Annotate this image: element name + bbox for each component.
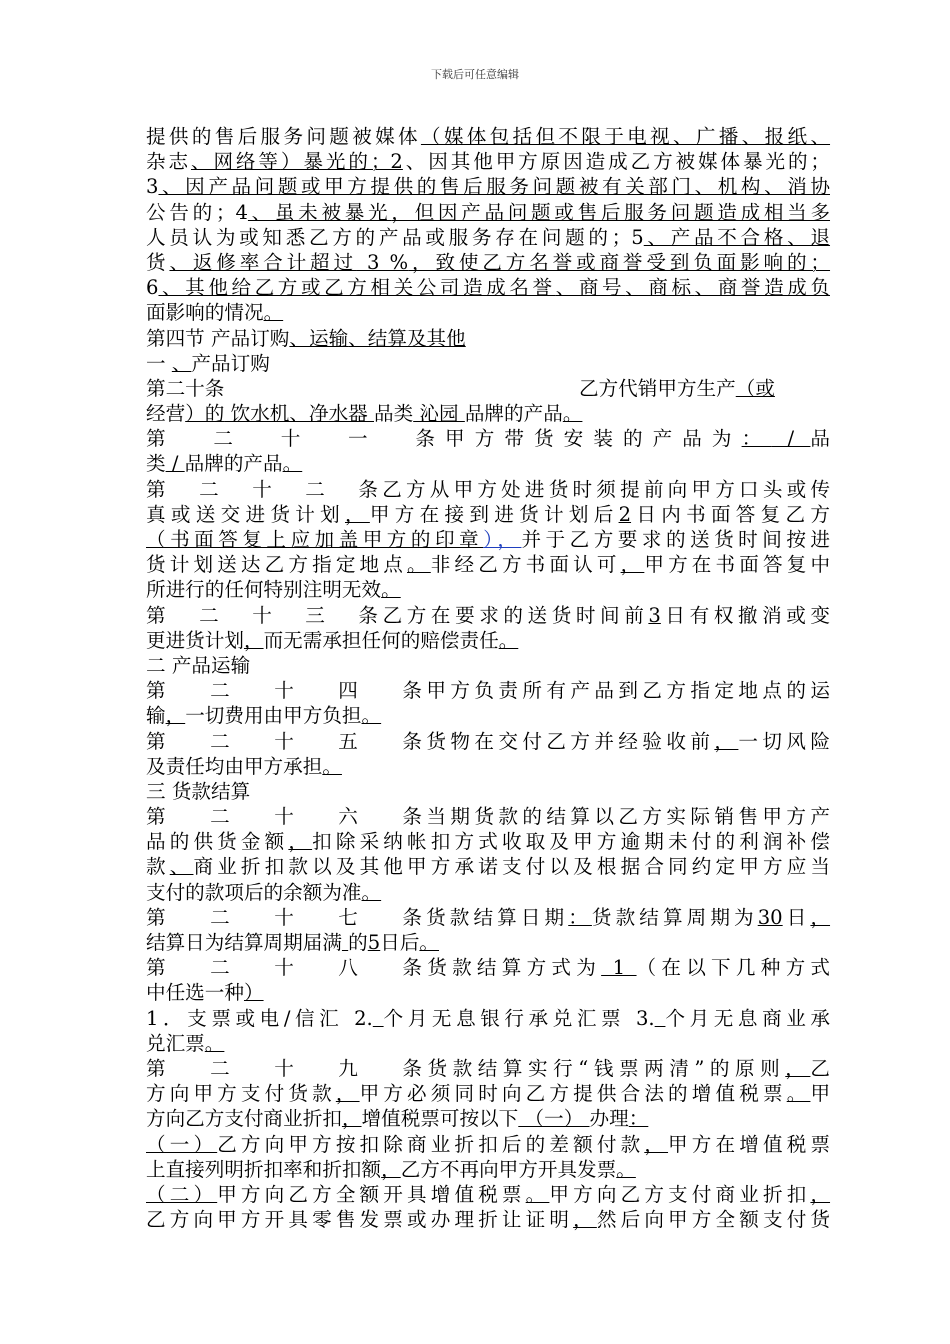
- text-line: 品的供货金额，扣除采纳帐扣方式收取及甲方逾期未付的利润补偿: [146, 830, 831, 854]
- text-line: 支付的款项后的余额为准。: [146, 880, 382, 904]
- clause-line: 第二十九条货款结算实行“钱票两清”的原则，乙: [146, 1056, 831, 1080]
- clause-line: 第二十三条乙方在要求的送货时间前3日有权撤消或变: [146, 603, 831, 627]
- text-line: 人员认为或知悉乙方的产品或服务存在问题的；5、产品不合格、退: [146, 225, 831, 249]
- text-line: 1．支票或电/信汇 2. 个月无息银行承兑汇票 3. 个月无息商业承: [146, 1006, 830, 1030]
- payment-method: 1: [601, 956, 637, 980]
- clause-number: 第二十五条: [146, 729, 422, 753]
- text-line: 更进货计划，而无需承担任何的赔偿责任。: [146, 628, 519, 652]
- text-line: 结算日为结算周期届满 的5日后。: [146, 931, 440, 954]
- text-line: 经营）的 饮水机、净水器 品类 沁园 品牌的产品。: [146, 402, 583, 426]
- text-line: 中任选一种）: [146, 981, 264, 1005]
- clause-number: 第二十八条: [146, 956, 422, 980]
- text-line: 面影响的情况。: [146, 301, 284, 325]
- clause-line: 第二十四条甲方负责所有产品到乙方指定地点的运: [146, 679, 830, 703]
- brand-name: 沁园: [413, 402, 465, 426]
- clause-line: 第二十八条货款结算方式为 1 （在以下几种方式: [146, 956, 831, 980]
- text-line: 乙方向甲方开具零售发票或办理折让证明，然后向甲方全额支付货: [146, 1208, 831, 1232]
- clause-number: 第二十二条: [146, 477, 378, 501]
- text-line: （二）甲方向乙方全额开具增值税票。甲方向乙方支付商业折扣，: [146, 1182, 831, 1206]
- text-line: 货计划送达乙方指定地点。非经乙方书面认可，甲方在书面答复中: [146, 553, 831, 577]
- clause-line: 第二十条 乙方代销甲方生产（或: [146, 376, 775, 400]
- clause-line: 第二十七条货款结算日期：货款结算周期为30日，: [146, 905, 831, 929]
- text-line: 3、因产品问题或甲方提供的售后服务问题被有关部门、机构、消协: [146, 175, 830, 199]
- text-line: 类 / 品牌的产品。: [146, 452, 303, 476]
- text-line: 真或送交进货计划，甲方在接到进货计划后2日内书面答复乙方: [146, 502, 831, 526]
- text-line: 方向甲方支付货款，甲方必须同时向乙方提供合法的增值税票。甲: [146, 1082, 831, 1106]
- clause-number: 第二十三条: [146, 603, 378, 627]
- clause-number: 第二十一条: [146, 427, 435, 451]
- subsection-heading: 一 、产品订购: [146, 351, 270, 375]
- subsection-heading: 三 货款结算: [146, 779, 251, 803]
- clause-line: 第二十一条甲方带货安装的产品为： / 品: [146, 427, 831, 451]
- clause-number: 第二十条: [146, 376, 225, 400]
- clause-line: 第二十二条乙方从甲方处进货时须提前向甲方口头或传: [146, 477, 830, 501]
- clause-line: 第二十五条货物在交付乙方并经验收前，一切风险: [146, 729, 830, 753]
- settlement-days: 5: [367, 931, 381, 954]
- text-line: 杂志、网络等）暴光的；2、因其他甲方原因造成乙方被媒体暴光的；: [146, 150, 831, 174]
- clause-line: 第二十六条当期货款的结算以乙方实际销售甲方产: [146, 805, 830, 829]
- subsection-heading: 二 产品运输: [146, 653, 251, 677]
- product-category: 饮水机、净水器: [224, 402, 374, 426]
- clause-number: 第二十六条: [146, 805, 422, 829]
- page-header: 下载后可任意编辑: [431, 68, 519, 81]
- text-line: 及责任均由甲方承担。: [146, 754, 342, 778]
- text-line: 6、其他给乙方或乙方相关公司造成名誉、商号、商标、商誉造成负: [146, 276, 830, 300]
- text-line: 所进行的任何特别注明无效。: [146, 578, 401, 602]
- text-line: 方向乙方支付商业折扣，增值税票可按以下 （一） 办理：: [146, 1107, 649, 1131]
- section-heading: 第四节 产品订购、运输、结算及其他: [146, 326, 466, 350]
- document-body: [146, 124, 830, 1232]
- settlement-period: 30: [757, 905, 783, 929]
- text-line: 公告的；4、虽未被暴光，但因产品问题或售后服务问题造成相当多: [146, 200, 831, 224]
- text-line: 兑汇票。: [146, 1031, 225, 1055]
- clause-number: 第二十九条: [146, 1056, 422, 1080]
- text-line: 输，一切费用由甲方负担。: [146, 704, 382, 728]
- text-line: （一）乙方向甲方按扣除商业折扣后的差额付款，甲方在增值税票: [146, 1132, 831, 1156]
- text-line: （书面答复上应加盖甲方的印章），并于乙方要求的送货时间按进: [146, 528, 831, 551]
- text-line: 货、返修率合计超过 3 %，致使乙方名誉或商誉受到负面影响的；: [146, 250, 831, 274]
- clause-number: 第二十四条: [146, 679, 422, 703]
- clause-number: 第二十七条: [146, 905, 422, 929]
- text-line: 上直接列明折扣率和折扣额，乙方不再向甲方开具发票。: [146, 1157, 636, 1181]
- text-line: 提供的售后服务问题被媒体（媒体包括但不限于电视、广播、报纸、: [146, 125, 831, 148]
- invoice-option: （一）: [518, 1107, 590, 1131]
- text-line: 款、商业折扣款以及其他甲方承诺支付以及根据合同约定甲方应当: [146, 855, 831, 879]
